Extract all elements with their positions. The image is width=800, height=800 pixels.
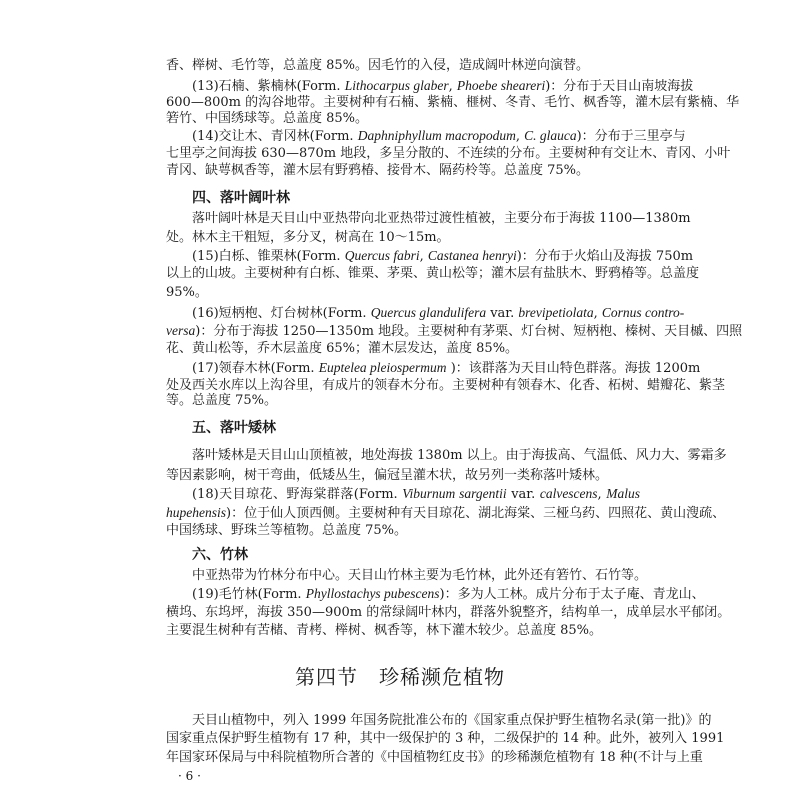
text-segment: 横坞、东坞坪，海拔 350—900m 的常绿阔叶林内，群落外貌整齐，结构单一，成单层水平郁闭。 — [166, 605, 731, 620]
page-number: · 6 · — [178, 769, 201, 783]
text-segment: )：位于仙人顶西侧。主要树种有天目琼花、湖北海棠、三桠乌药、四照花、黄山溲疏、 — [226, 506, 726, 521]
text-line — [192, 446, 727, 465]
text-segment: 以上的山坡。主要树种有白栎、锥栗、茅栗、黄山松等；灌木层有盐肤木、野鸦椿等。总盖度 — [166, 266, 700, 281]
section-heading: 四、落叶阔叶林 — [192, 190, 290, 206]
text-line — [166, 56, 640, 75]
text-line — [192, 209, 691, 228]
text-segment: (18)天目琼花、野海棠群落(Form. — [192, 487, 403, 502]
text-line — [166, 228, 640, 247]
text-segment: 七里亭之间海拔 630—870m 地段，多呈分散的、不连续的分布。主要树种有交让木、青冈、小叶 — [166, 146, 731, 161]
text-segment: 95%。 — [166, 285, 208, 300]
text-segment: 落叶矮林是天目山山顶植被，地处海拔 1380m 以上。由于海拔高、气温低、风力大、雾霜多 — [192, 448, 727, 463]
text-segment: 国家重点保护野生植物有 17 种，其中一级保护的 3 种，二级保护的 14 种。此外，被列入 1991 — [166, 731, 725, 746]
latin-name: Viburnum sargentii — [402, 486, 507, 501]
text-segment: , — [419, 249, 428, 264]
text-segment: (15)白栎、锥栗林(Form. — [192, 249, 345, 264]
text-line — [166, 748, 703, 767]
latin-name: Castanea henryi — [427, 248, 517, 263]
text-line — [166, 283, 640, 302]
text-segment: 落叶阔叶林是天目山中亚热带向北亚热带过渡性植被，主要分布于海拔 1100—1380m — [192, 211, 691, 226]
text-line — [192, 126, 686, 145]
text-line — [192, 246, 694, 265]
text-segment: 花、黄山松等，乔木层盖度 65%；灌木层发达，盖度 85%。 — [166, 341, 519, 356]
latin-name: Cornus contro- — [601, 305, 685, 320]
latin-name: Euptelea pleiospermum — [318, 360, 447, 375]
text-line — [192, 358, 701, 377]
text-line — [166, 321, 743, 340]
text-segment: )：分布于天目山南坡海拔 — [545, 79, 694, 94]
text-segment: , — [448, 79, 457, 94]
latin-name: hupehensis — [166, 505, 226, 520]
latin-name: brevipetiolata — [518, 305, 594, 320]
chapter-section-title: 第四节 珍稀濒危植物 — [295, 665, 505, 689]
text-line — [166, 621, 640, 640]
text-segment: )：分布于三里亭与 — [576, 129, 686, 144]
text-segment: 天目山植物中，列入 1999 年国务院批准公布的《国家重点保护野生植物名录(第一批)》的 — [192, 713, 712, 728]
text-line — [166, 503, 726, 522]
text-segment: (14)交让木、青冈林(Form. — [192, 129, 358, 144]
latin-name: Phoebe sheareri — [456, 78, 546, 93]
text-line — [166, 391, 640, 410]
latin-name: C. glauca — [524, 128, 577, 143]
text-segment: 青冈、缺萼枫香等，灌木层有野鸦椿、接骨木、隔药柃等。总盖度 75%。 — [166, 163, 590, 178]
latin-name: versa — [166, 323, 196, 338]
text-segment: , — [597, 487, 607, 502]
text-segment: 年国家环保局与中科院植物所合著的《中国植物红皮书》的珍稀濒危植物有 18 种(不计与上重 — [166, 750, 703, 765]
latin-name: calvescens — [539, 486, 598, 501]
text-line — [166, 161, 640, 180]
text-segment: )：分布于海拔 1250—1350m 地段。主要树种有茅栗、灯台树、短柄枹、榛树、天目槭、四照 — [195, 324, 743, 339]
latin-name: Phyllostachys pubescens — [305, 586, 440, 601]
text-line — [166, 466, 640, 485]
text-segment: 香、榉树、毛竹等，总盖度 85%。因毛竹的入侵，造成阔叶林逆向演替。 — [166, 58, 590, 73]
text-segment: 处及西关水库以上沟谷里，有成片的领春木分布。主要树种有领春木、化香、柘树、蜡瓣花、紫茎 — [166, 378, 726, 393]
text-segment: 等。总盖度 75%。 — [166, 393, 278, 408]
text-segment: )：分布于火焰山及海拔 750m — [516, 249, 694, 264]
text-segment: var. — [506, 487, 540, 502]
text-line — [192, 566, 648, 585]
text-line — [166, 603, 731, 622]
text-line — [166, 264, 700, 283]
text-segment: (19)毛竹林(Form. — [192, 587, 306, 602]
text-segment: 600—800m 的沟谷地带。主要树种有石楠、紫楠、榧树、冬青、毛竹、枫香等，灌木层有紫楠、华 — [166, 95, 740, 110]
text-line — [192, 584, 705, 603]
text-segment: , — [515, 129, 525, 144]
text-segment: 等因素影响，树干弯曲，低矮丛生，偏冠呈灌木状，故另列一类称落叶矮林。 — [166, 468, 609, 483]
section-heading: 六、竹林 — [192, 547, 248, 563]
text-segment: (16)短柄枹、灯台树林(Form. — [192, 306, 371, 321]
text-line — [192, 484, 640, 503]
text-line — [166, 339, 640, 358]
text-line — [166, 521, 640, 540]
text-segment: (17)领春木林(Form. — [192, 361, 319, 376]
text-segment: 主要混生树种有苦槠、青栲、榉树、枫香等，林下灌木较少。总盖度 85%。 — [166, 623, 603, 638]
text-segment: var. — [486, 306, 519, 321]
text-segment: 箬竹、中国绣球等。总盖度 85%。 — [166, 111, 369, 126]
text-segment: , — [593, 306, 602, 321]
latin-name: Quercus glandulifera — [370, 305, 487, 320]
latin-name: Malus — [606, 486, 641, 501]
text-line — [192, 711, 712, 730]
text-line — [166, 729, 725, 748]
text-segment: )：多为人工林。成片分布于太子庵、青龙山、 — [439, 587, 705, 602]
text-segment: 中国绣球、野珠兰等植物。总盖度 75%。 — [166, 523, 408, 538]
latin-name: Daphniphyllum macropodum — [357, 128, 516, 143]
text-segment: 中亚热带为竹林分布中心。天目山竹林主要为毛竹林，此外还有箬竹、石竹等。 — [192, 568, 648, 583]
section-heading: 五、落叶矮林 — [192, 420, 276, 436]
text-segment: 处。林木主干粗短，多分叉，树高在 10～15m。 — [166, 230, 450, 245]
text-line — [192, 303, 685, 322]
text-segment: )：该群落为天目山特色群落。海拔 1200m — [446, 361, 701, 376]
latin-name: Quercus fabri — [344, 248, 420, 263]
latin-name: Lithocarpus glaber — [344, 78, 449, 93]
text-segment: (13)石楠、紫楠林(Form. — [192, 79, 345, 94]
